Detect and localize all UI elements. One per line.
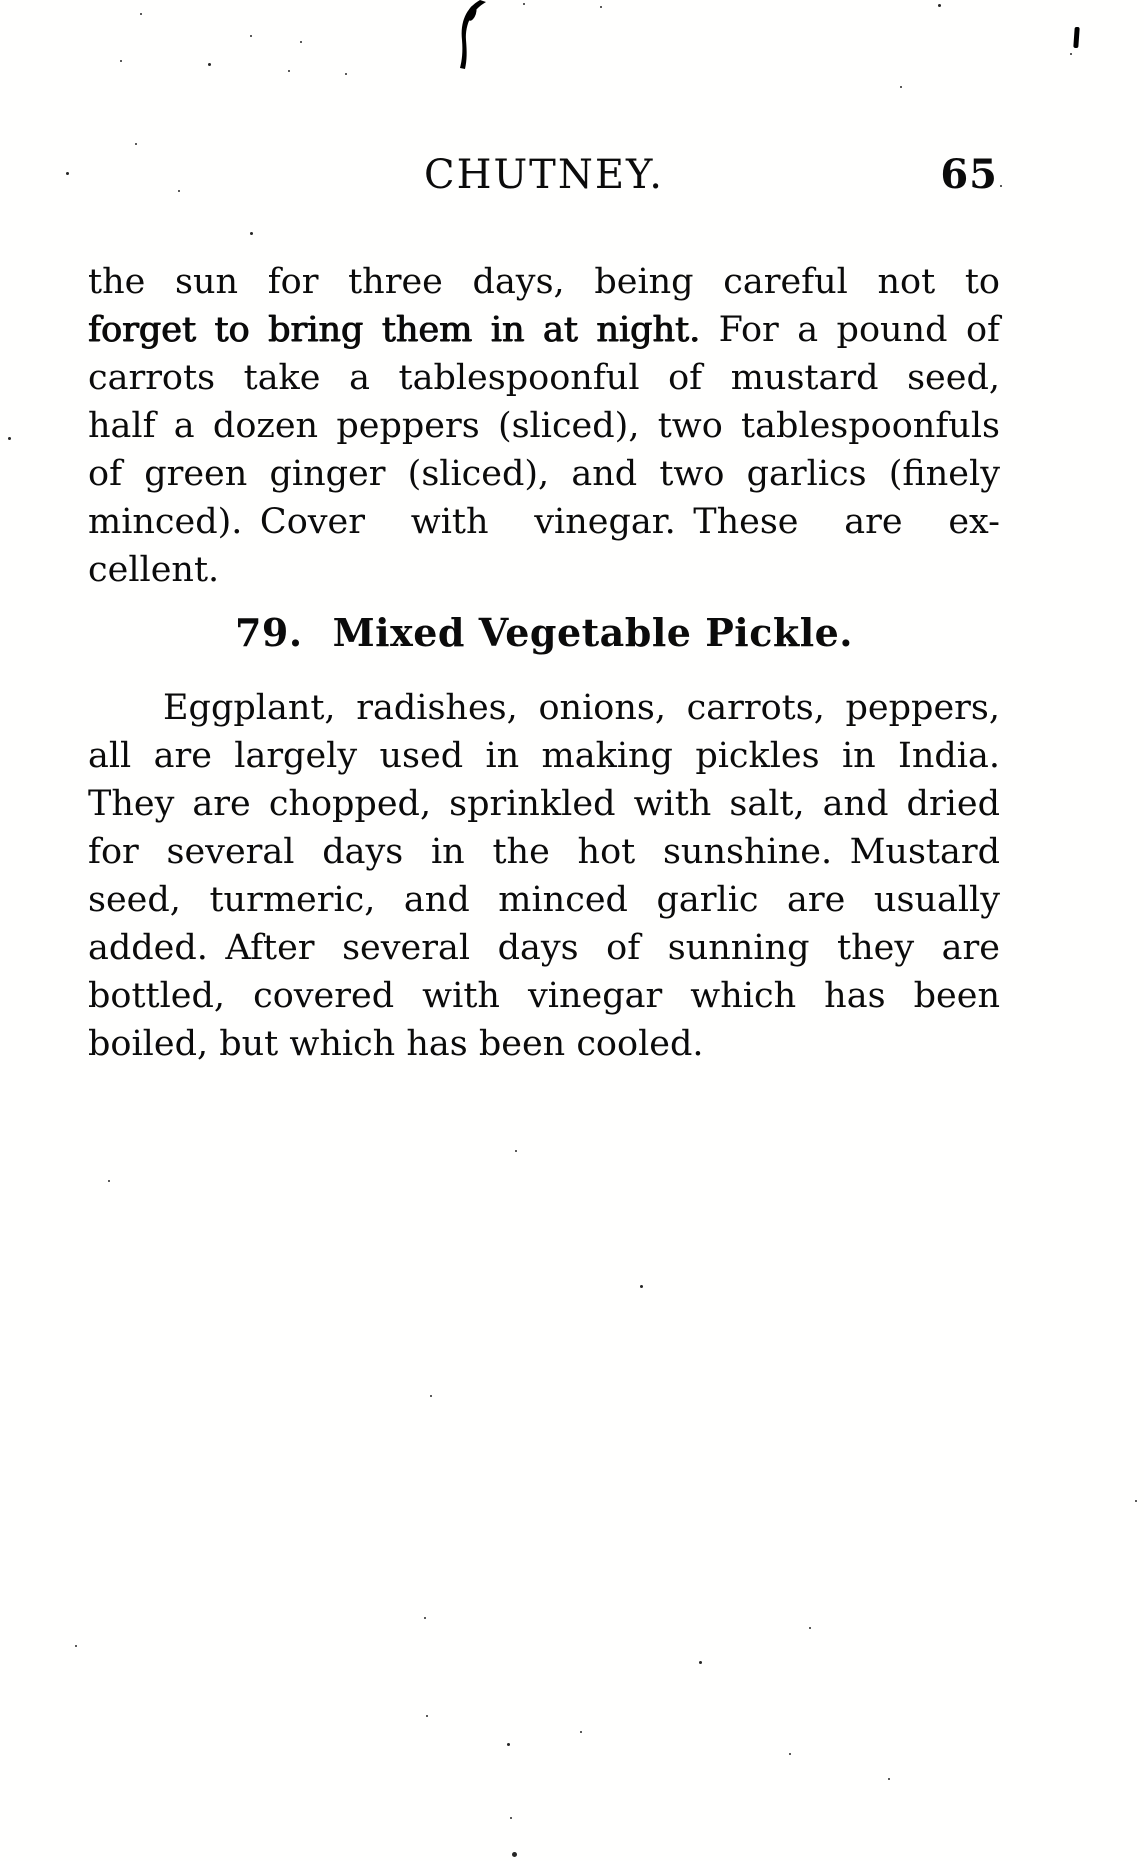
recipe-heading bbox=[88, 608, 1000, 658]
scan-noise-speck bbox=[515, 1150, 517, 1152]
scan-noise-speck bbox=[1070, 53, 1072, 55]
scan-noise-speck bbox=[426, 1715, 428, 1717]
scan-noise-speck bbox=[809, 1627, 811, 1629]
scan-noise-speck bbox=[345, 73, 347, 75]
text-line: carrots take a tablespoonful of mustard seed, bbox=[88, 358, 1000, 398]
scan-noise-speck bbox=[120, 60, 122, 62]
text-line: the sun for three days, being careful not to bbox=[88, 262, 1000, 302]
scan-noise-speck bbox=[66, 172, 69, 175]
text-line: all are largely used in making pickles in India. bbox=[88, 736, 1000, 776]
scan-noise-speck bbox=[888, 1778, 890, 1780]
text-column bbox=[88, 258, 1000, 1068]
scan-artifact-mark bbox=[1073, 27, 1079, 48]
text-line: half a dozen peppers (sliced), two tablespoonfuls bbox=[88, 406, 1000, 446]
scan-noise-speck bbox=[1000, 185, 1002, 187]
text-line: They are chopped, sprinkled with salt, and dried bbox=[88, 784, 1000, 824]
page-header bbox=[88, 148, 1000, 202]
text-line: minced). Cover with vinegar. These are ex- bbox=[88, 502, 1000, 542]
scan-noise-speck bbox=[250, 232, 253, 235]
scan-noise-speck bbox=[250, 35, 252, 37]
scan-noise-speck bbox=[938, 4, 941, 7]
recipe-number: 79. bbox=[234, 610, 303, 655]
scan-noise-speck bbox=[430, 1395, 432, 1397]
scan-noise-speck bbox=[424, 1617, 426, 1619]
scan-noise-speck bbox=[208, 63, 211, 66]
text-segment: For a pound of bbox=[718, 310, 1000, 350]
paragraph-continuation bbox=[88, 258, 1000, 594]
scan-noise-speck bbox=[140, 13, 142, 15]
scan-noise-speck bbox=[512, 1852, 517, 1857]
scan-noise-speck bbox=[900, 86, 902, 88]
text-line: cellent. bbox=[88, 550, 220, 590]
scan-noise-speck bbox=[507, 1743, 510, 1746]
scan-noise-speck bbox=[288, 70, 290, 72]
scan-noise-speck bbox=[510, 1817, 512, 1819]
scan-noise-speck bbox=[600, 6, 602, 8]
text-line: added. After several days of sunning they are bbox=[88, 928, 1000, 968]
scan-noise-speck bbox=[8, 437, 11, 440]
scan-noise-speck bbox=[640, 1285, 643, 1288]
scan-artifact-pen-stroke bbox=[448, 0, 492, 74]
text-line: seed, turmeric, and minced garlic are usually bbox=[88, 880, 1000, 920]
scan-noise-speck bbox=[1135, 1500, 1137, 1502]
scan-noise-speck bbox=[178, 190, 180, 192]
text-segment-heavy-ink: forget to bring them in at night. bbox=[88, 310, 701, 350]
scan-noise-speck bbox=[789, 1753, 791, 1755]
text-line bbox=[88, 306, 1000, 354]
scan-noise-speck bbox=[135, 143, 137, 145]
text-line: bottled, covered with vinegar which has been bbox=[88, 976, 1000, 1016]
page-number: 65 bbox=[940, 151, 998, 198]
scan-noise-speck bbox=[75, 1645, 77, 1647]
scan-noise-speck bbox=[300, 41, 302, 43]
text-line: of green ginger (sliced), and two garlics (finely bbox=[88, 454, 1000, 494]
paragraph-recipe bbox=[88, 684, 1000, 1068]
scan-noise-speck bbox=[523, 3, 525, 5]
text-line: Eggplant, radishes, onions, carrots, peppers, bbox=[163, 688, 1000, 728]
text-line: for several days in the hot sunshine. Mustard bbox=[88, 832, 1000, 872]
running-header-title: CHUTNEY. bbox=[423, 152, 665, 198]
text-line: boiled, but which has been cooled. bbox=[88, 1024, 704, 1064]
scan-noise-speck bbox=[699, 1661, 702, 1664]
scan-noise-speck bbox=[580, 1731, 582, 1733]
recipe-title: Mixed Vegetable Pickle. bbox=[332, 610, 854, 655]
scan-noise-speck bbox=[108, 1180, 110, 1182]
